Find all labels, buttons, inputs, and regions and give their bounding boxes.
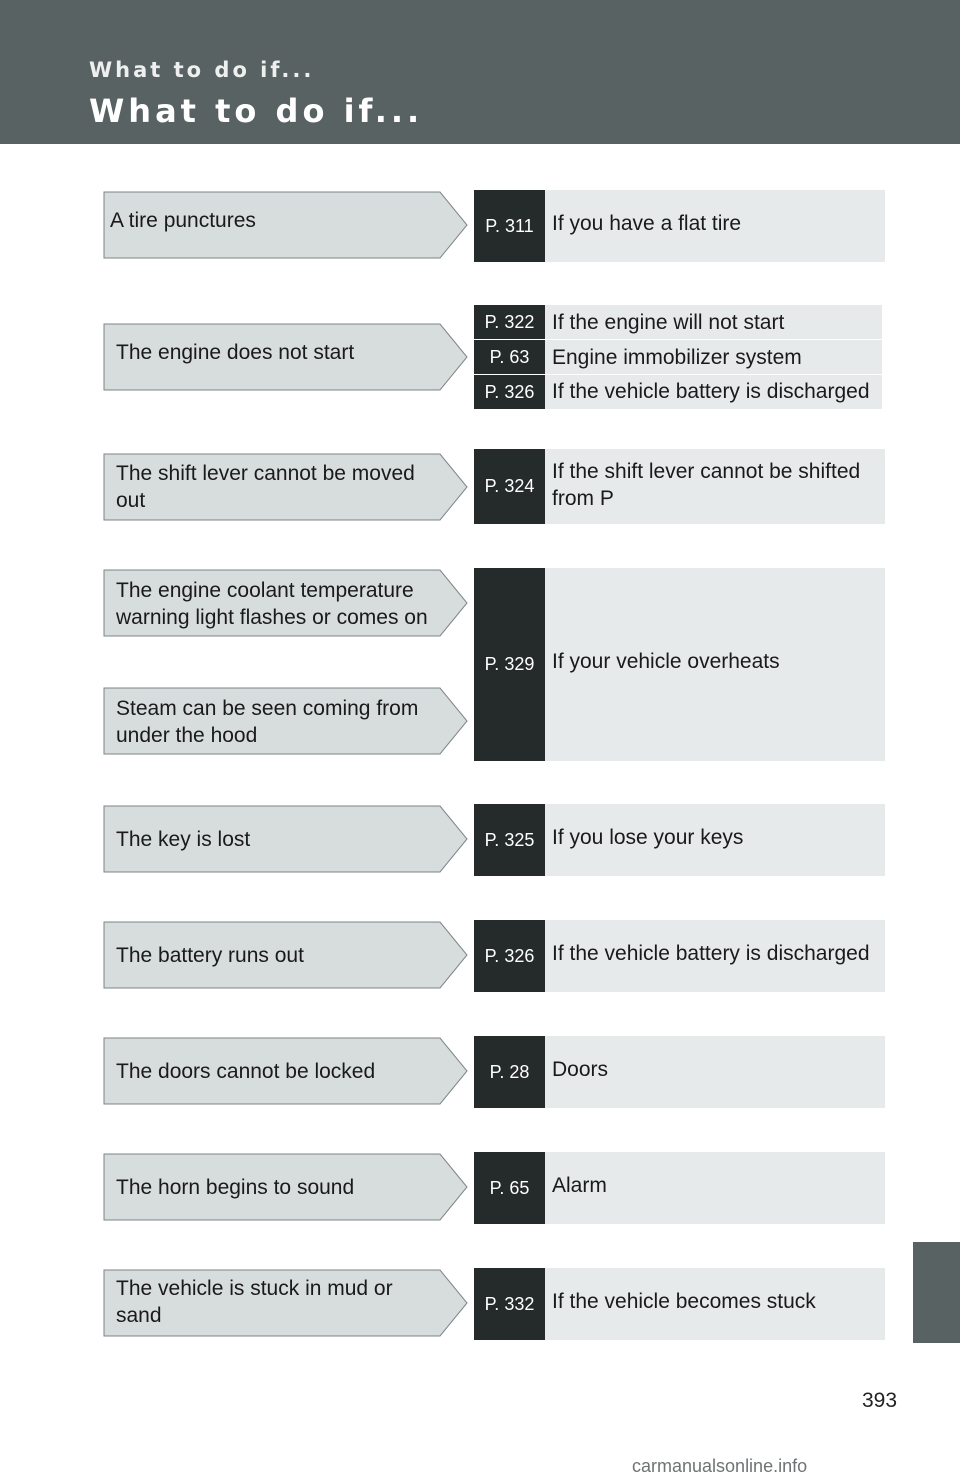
- page-reference[interactable]: P. 326: [474, 375, 545, 409]
- page-reference[interactable]: P. 324: [474, 449, 545, 524]
- result-text: Engine immobilizer system: [552, 346, 802, 369]
- page-reference[interactable]: P. 325: [474, 804, 545, 876]
- page-reference[interactable]: P. 329: [474, 568, 545, 761]
- page-reference[interactable]: P. 322: [474, 305, 545, 339]
- problem-text: The doors cannot be locked: [116, 1060, 376, 1083]
- problem-text: The horn begins to sound: [116, 1176, 355, 1199]
- page-reference[interactable]: P. 63: [474, 340, 545, 374]
- result-text: If your vehicle overheats: [552, 650, 780, 673]
- problem-text: The shift lever cannot be moved out: [116, 462, 415, 512]
- result-text: If the vehicle battery is discharged: [552, 942, 870, 965]
- result-text: If the shift lever cannot be shifted from P: [552, 460, 861, 510]
- page-reference[interactable]: P. 326: [474, 920, 545, 992]
- page-reference[interactable]: P. 332: [474, 1268, 545, 1340]
- problem-text: The vehicle is stuck in mud or sand: [116, 1277, 393, 1327]
- page-title: What to do if...: [89, 92, 424, 130]
- chapter-header: [0, 0, 960, 144]
- result-text: If the vehicle becomes stuck: [552, 1290, 816, 1313]
- problem-text: The battery runs out: [116, 944, 304, 967]
- result-text: If the engine will not start: [552, 311, 785, 334]
- problem-text: A tire punctures: [110, 209, 256, 232]
- result-text: Alarm: [552, 1174, 607, 1197]
- result-text: If the vehicle battery is discharged: [552, 380, 870, 403]
- page-reference[interactable]: P. 65: [474, 1152, 545, 1224]
- chapter-subtitle: What to do if...: [89, 58, 315, 82]
- page-reference[interactable]: P. 28: [474, 1036, 545, 1108]
- result-text: If you lose your keys: [552, 826, 744, 849]
- result-text: Doors: [552, 1058, 609, 1081]
- problem-text: The engine coolant temperature warning light flashes or comes on: [116, 579, 428, 629]
- chapter-tab[interactable]: [913, 1242, 960, 1343]
- page-reference[interactable]: P. 311: [474, 190, 545, 262]
- result-text: If you have a flat tire: [552, 212, 742, 235]
- problem-text: Steam can be seen coming from under the hood: [116, 697, 419, 747]
- problem-text: The key is lost: [116, 828, 251, 851]
- problem-text: The engine does not start: [116, 341, 355, 364]
- page-number: 393: [862, 1389, 898, 1412]
- watermark: carmanualsonline.info: [632, 1456, 808, 1476]
